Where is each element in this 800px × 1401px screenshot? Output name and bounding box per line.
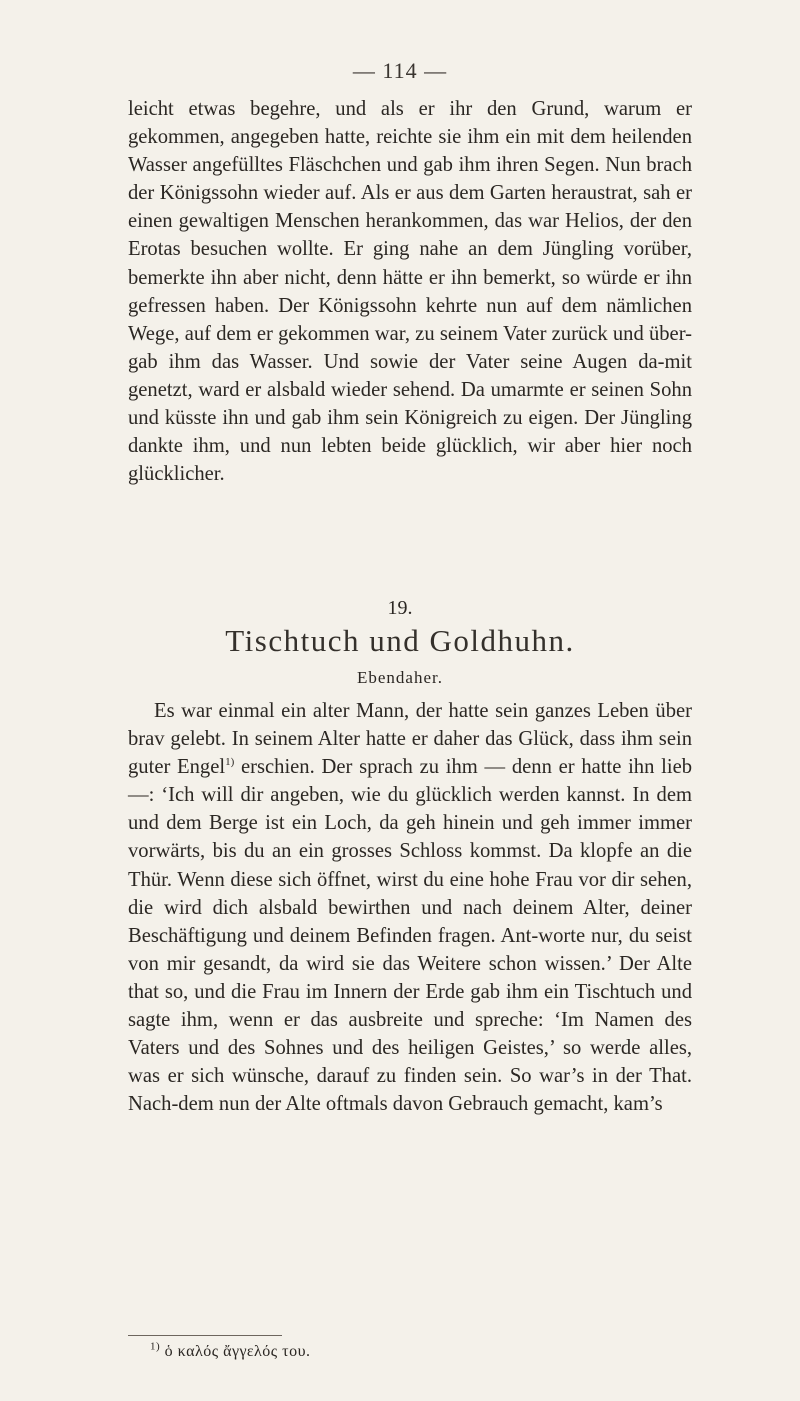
paragraph-continued: leicht etwas begehre, und als er ihr den Grund, warum er gekommen, angegeben hatte, reichte sie ihm ein mit dem heilenden Wasser angefülltes Fläschchen und gab ihm ihren Segen. Nun brach der Königssohn wieder auf. Als er aus dem Garten heraustrat, sah er einen gewaltigen Menschen herankommen, das war Helios, der den Erotas besuchen wollte. Er ging nahe an dem Jüngling vorüber, bemerkte ihn aber nicht, denn hätte er ihn bemerkt, so würde er ihn gefressen haben. Der Königssohn kehrte nun auf dem nämlichen Wege, auf dem er gekommen war, zu seinem Vater zurück und über-gab ihm das Wasser. Und sowie der Vater seine Augen da-mit genetzt, ward er alsbald wieder sehend. Da umarmte er seinen Sohn und küsste ihn und gab ihm sein Königreich zu eigen. Der Jüngling dankte ihm, und nun lebten beide glücklich, wir aber hier noch glücklicher. <box>128 98 692 486</box>
footnote-divider <box>128 1335 282 1336</box>
footnote <box>150 1340 311 1361</box>
chapter-paragraph <box>128 697 692 1118</box>
page-number: — 114 — <box>352 58 448 83</box>
paragraph-text-part-1: Es war einmal ein alter Mann, der hatte sein ganzes Leben über brav gelebt. In seinem Alter hatte er daher das Glück, dass ihm sein guter Engel <box>128 700 692 779</box>
footnote-marker: 1) <box>150 1340 161 1353</box>
footnote-reference: 1) <box>225 756 235 769</box>
chapter-source: Ebendaher. <box>357 668 443 687</box>
paragraph-text-part-2: erschien. Der sprach zu ihm — denn er hatte ihn lieb —: ‘Ich will dir angeben, wie du glücklich werden kannst. In dem und dem Berge ist ein Loch, da geh hinein und geh immer immer vorwärts, bis du an ein grosses Schloss kommst. Da klopfe an die Thür. Wenn diese sich öffnet, wirst du eine hohe Frau vor dir sehen, die wird dich alsbald bewirthen und nach deinem Alter, deiner Beschäftigung und deinem Befinden fragen. Ant-worte nur, du seist von mir gesandt, da wird sie das Weitere schon wissen.’ Der Alte that so, und die Frau im Innern der Erde gab ihm ein Tischtuch und sagte ihm, wenn er das ausbreite und spreche: ‘Im Namen des Vaters und des Sohnes und des heiligen Geistes,’ so werde alles, was er sich wünsche, darauf zu finden sein. So war’s in der That. Nach-dem nun der Alte oftmals davon Gebrauch gemacht, kam’s <box>128 756 693 1116</box>
footnote-text: ὁ καλός ἄγγελός του. <box>160 1343 311 1360</box>
chapter-number: 19. <box>387 597 413 619</box>
chapter-title: Tischtuch und Goldhuhn. <box>225 623 575 658</box>
